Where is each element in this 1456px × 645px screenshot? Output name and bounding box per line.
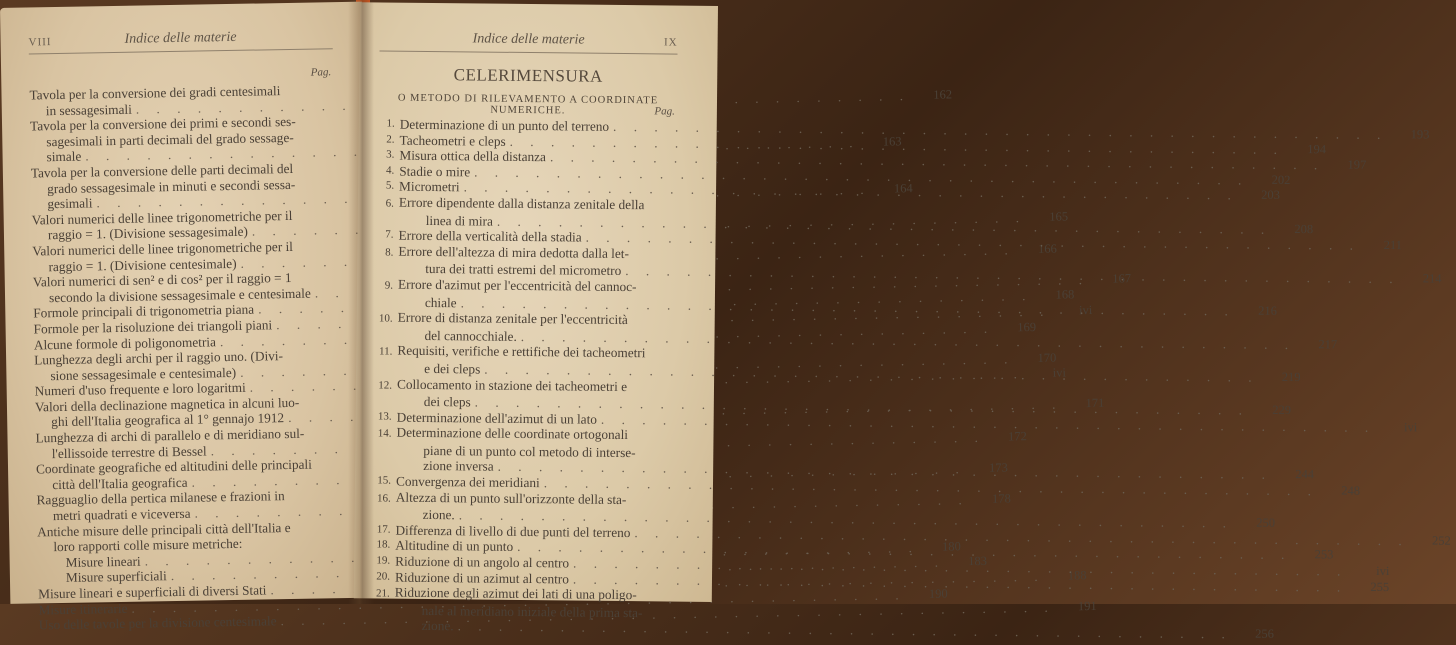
toc-page-number: 219: [1281, 369, 1301, 385]
running-head: Indice delle materie: [472, 31, 585, 48]
toc-entry-line-text: Valori della declinazione magnetica in alcuni luo-: [34, 394, 300, 415]
toc-entry-line-text: Collocamento in stazione dei tacheometri e: [396, 376, 628, 394]
toc-entry-line-text: Valori numerici delle linee trigonometriche per il: [32, 238, 294, 259]
toc-page-number: 178: [991, 491, 1011, 506]
toc-entry-line-text: Errore dipendente dalla distanza zenitale della: [398, 194, 645, 213]
toc-page-number: 183: [968, 554, 988, 569]
toc-entry-line-text: Determinazione di un punto del terreno: [399, 116, 610, 134]
toc-entry-line-text: Riduzione di un angolo al centro: [395, 553, 570, 571]
toc-entry-line-text: Coordinate geografiche ed altitudini delle principali: [35, 456, 312, 477]
toc-page-number: 172: [1007, 428, 1027, 444]
toc-page-number: 216: [1258, 303, 1277, 318]
toc-page-number: 256: [1255, 627, 1274, 642]
toc-entry-number: 4.: [385, 164, 395, 177]
toc-page-number: 167: [1112, 271, 1132, 286]
toc-entry-number: 13.: [377, 410, 392, 423]
toc-entry-line-text: Tavola per la conversione dei primi e secondi ses-: [29, 114, 296, 134]
toc-entry-line-text: Altitudine di un punto: [395, 538, 514, 555]
toc-entry-line-text: chiale: [424, 294, 457, 310]
toc-entry-line-text: Lunghezza di archi di parallelo e di meridiano sul-: [35, 425, 305, 446]
toc-entry-number: 2.: [386, 133, 395, 146]
toc-entry-line-text: raggio = 1. (Divisione sessagesimale): [47, 224, 248, 243]
toc-entry-line-text: zione inversa: [423, 458, 494, 475]
toc-page-number: 193: [1410, 127, 1430, 142]
toc-entry-number: 18.: [376, 538, 391, 552]
toc-entry-number: 12.: [378, 378, 393, 392]
toc-entry-line-text: Tavola per la conversione delle parti decimali del: [30, 160, 294, 181]
toc-entry-number: 1.: [386, 117, 395, 130]
toc-page-number: 165: [1049, 209, 1069, 225]
toc-page-number: 166: [1037, 241, 1057, 256]
toc-entry-line-text: Valori numerici di sen² e di cos² per il raggio = 1: [32, 270, 292, 290]
toc-page-number: 203: [1261, 188, 1281, 203]
toc-entry-line-text: Determinazione delle coordinate ortogonali: [396, 424, 629, 443]
section-subtitle: O METODO DI RILEVAMENTO A COORDINATE NUMERICHE.: [397, 92, 659, 117]
toc-entry-number: 15.: [377, 474, 392, 487]
toc-entry-line-text: e dei cleps: [424, 360, 481, 377]
toc-entry-text: [37, 519, 302, 555]
running-head: Indice delle materie: [124, 29, 237, 47]
toc-entry-number: 19.: [376, 554, 391, 567]
right-page-header: [380, 24, 678, 54]
toc-entry-number: 8.: [385, 246, 394, 259]
toc-page-number: 252: [1431, 533, 1451, 548]
toc-entry-line-text: metri quadrati e viceversa: [52, 505, 191, 524]
toc-entry-line-text: Riduzione di un azimut al centro: [394, 569, 569, 587]
toc-page-number: 211: [1383, 238, 1403, 253]
toc-entry-line-text: simale: [46, 148, 82, 165]
toc-entry-number: 3.: [386, 148, 395, 161]
toc-entry-line-text: in sessagesimali: [45, 101, 132, 118]
toc-page-number: ivi: [1376, 563, 1390, 579]
pag-label: Pag.: [654, 105, 675, 118]
toc-page-number: 202: [1271, 172, 1291, 187]
toc-entry-line-text: Formole principali di trigonometria piana: [33, 301, 255, 321]
toc-page-number: 162: [933, 86, 953, 102]
toc-entry-number: 11.: [378, 345, 393, 358]
toc-entry-line-text: Tavola per la conversione dei gradi centesimali: [29, 83, 281, 103]
toc-entry-line-text: Valori numerici delle linee trigonometriche per il: [31, 207, 293, 228]
toc-entry-line-text: Misura ottica della distanza: [399, 147, 547, 165]
toc-page-number: ivi: [1078, 302, 1093, 318]
toc-entry-line-text: Numeri d'uso frequente e loro logaritmi: [34, 380, 246, 399]
toc-entry-line-text: piane di un punto col metodo di interse-: [423, 442, 636, 461]
toc-entry-line-text: loro rapporti colle misure metriche:: [53, 536, 243, 555]
toc-entry-line-text: Determinazione dell'azimut di un lato: [396, 409, 598, 427]
toc-page-number: 163: [882, 134, 902, 149]
toc-entry-line-text: Lunghezza degli archi per il raggio uno. (Divi-: [34, 348, 284, 368]
toc-entry-number: 21.: [376, 587, 390, 600]
toc-entry-number: 17.: [376, 523, 391, 536]
toc-entry-line-text: Misure superficiali: [65, 568, 167, 586]
section-title: CELERIMENSURA: [453, 65, 603, 86]
toc-entry-line-text: tura dei tratti estremi del micrometro: [425, 261, 622, 279]
toc-entry-line-text: nale al meridiano iniziale della prima sta-: [421, 602, 643, 621]
toc-entry-line-text: città dell'Italia geografica: [52, 474, 188, 493]
toc-page-number: 170: [1037, 350, 1057, 365]
toc-entry-line-text: Uso delle tavole per la divisione centesimale: [38, 613, 277, 633]
toc-entry-line-text: Tacheometri e cleps: [399, 132, 506, 149]
toc-entry-line-text: Requisiti, verifiche e rettifiche dei tacheometri: [397, 342, 646, 361]
toc-entry-number: 16.: [377, 492, 391, 505]
toc-page-number: 244: [1295, 467, 1315, 482]
toc-entry-line-text: Errore della verticalità della stadia: [398, 227, 582, 245]
toc-entry-line-text: Ragguaglio della pertica milanese e frazioni in: [36, 488, 285, 508]
toc-page-number: 190: [928, 586, 948, 601]
toc-entry-line-text: Errore di distanza zenitale per l'eccentricità: [397, 309, 628, 328]
toc-entry-number: 7.: [385, 228, 394, 241]
toc-entry-number: 6.: [385, 197, 394, 210]
toc-page-number: 180: [941, 539, 961, 554]
toc-page-number: 229: [1272, 402, 1292, 418]
toc-entry-number: 5.: [385, 179, 395, 192]
toc-page-number: ivi: [1403, 419, 1418, 435]
toc-entry-line-text: ghi dell'Italia geografica al 1° gennajo 1912: [51, 410, 285, 430]
toc-entry-number: 10.: [378, 312, 393, 325]
toc-entry-line-text: gesimali: [47, 195, 93, 212]
toc-page-number: 255: [1370, 579, 1390, 594]
toc-entry-line-text: Misure itinerarie: [38, 600, 128, 618]
toc-entry-number: 9.: [384, 279, 394, 292]
toc-entry-line-text: Alcune formole di poligonometria: [33, 333, 217, 352]
toc-page-number: 194: [1307, 141, 1327, 156]
toc-page-number: 217: [1318, 337, 1338, 352]
toc-entry-line-text: sione sessagesimale e centesimale): [50, 364, 237, 383]
toc-page-number: 214: [1422, 271, 1442, 286]
page-folio: VIII: [28, 36, 52, 49]
toc-entry-line-text: zione.: [421, 618, 454, 634]
toc-entry-number: 20.: [376, 570, 391, 583]
toc-page-number: 253: [1314, 547, 1334, 562]
pag-label: Pag.: [310, 66, 332, 79]
toc-entry-line-text: zione.: [422, 507, 455, 523]
toc-entry-line-text: Differenza di livello di due punti del terreno: [395, 522, 631, 540]
toc-entry-line-text: grado sessagesimale in minuti e secondi sessa-: [47, 176, 296, 196]
section-heading: [379, 64, 678, 117]
toc-page-number: 168: [1055, 287, 1075, 302]
toc-entry-line-text: Antiche misure delle principali città dell'Italia e: [37, 519, 291, 540]
left-page-header: [28, 22, 332, 54]
page-folio: IX: [663, 36, 678, 49]
toc-entry-text: [367, 585, 1232, 643]
toc-entry-number: 14.: [377, 427, 392, 440]
toc-page-number: 248: [1341, 483, 1361, 498]
toc-entry-line-text: secondo la divisione sessagesimale e centesimale: [48, 285, 311, 305]
toc-entry-line-text: sagesimali in parti decimali del grado sessage-: [46, 129, 294, 149]
toc-page-number: 169: [1017, 319, 1037, 334]
toc-page-number: 171: [1085, 396, 1105, 411]
toc-entry-line-text: raggio = 1. (Divisione centesimale): [48, 255, 237, 274]
toc-page-number: 208: [1294, 221, 1314, 236]
toc-page-number: ivi: [1052, 365, 1067, 380]
toc-entry-line-text: del cannocchiale.: [424, 327, 517, 344]
toc-entry-line-text: Convergenza dei meridiani: [395, 473, 540, 491]
toc-page-number: 250: [1256, 515, 1276, 531]
toc-entry-line-text: l'ellissoide terrestre di Bessel: [51, 443, 207, 461]
toc-entry-line-text: Misure lineari: [65, 553, 141, 570]
toc-page-number: 173: [988, 460, 1008, 475]
toc-entry-line-text: Micrometri: [399, 179, 460, 195]
toc-entry-line-text: Errore dell'altezza di mira dedotta dalla let-: [398, 243, 630, 261]
toc-entry-line-text: Misure lineari e superficiali di diversi Stati: [38, 582, 267, 602]
toc-entry-line-text: Stadie o mire: [399, 163, 471, 180]
toc-page-number: 188: [1067, 568, 1087, 583]
toc-page-number: 164: [893, 181, 913, 196]
toc-page-number: 197: [1347, 157, 1367, 172]
toc-entry-line-text: Altezza di un punto sull'orizzonte della sta-: [395, 489, 627, 507]
toc-entry-line-text: Formole per la risoluzione dei triangoli piani: [33, 317, 273, 337]
toc-entry-line-text: dei cleps: [423, 394, 471, 410]
toc-entry-line-text: Errore d'azimut per l'eccentricità del cannoc-: [397, 276, 637, 295]
toc-page-number: 191: [1077, 599, 1097, 614]
toc-entry-line-text: linea di mira: [425, 212, 494, 229]
toc-entry-line-text: Riduzione degli azimut dei lati di una poligo-: [394, 584, 637, 603]
